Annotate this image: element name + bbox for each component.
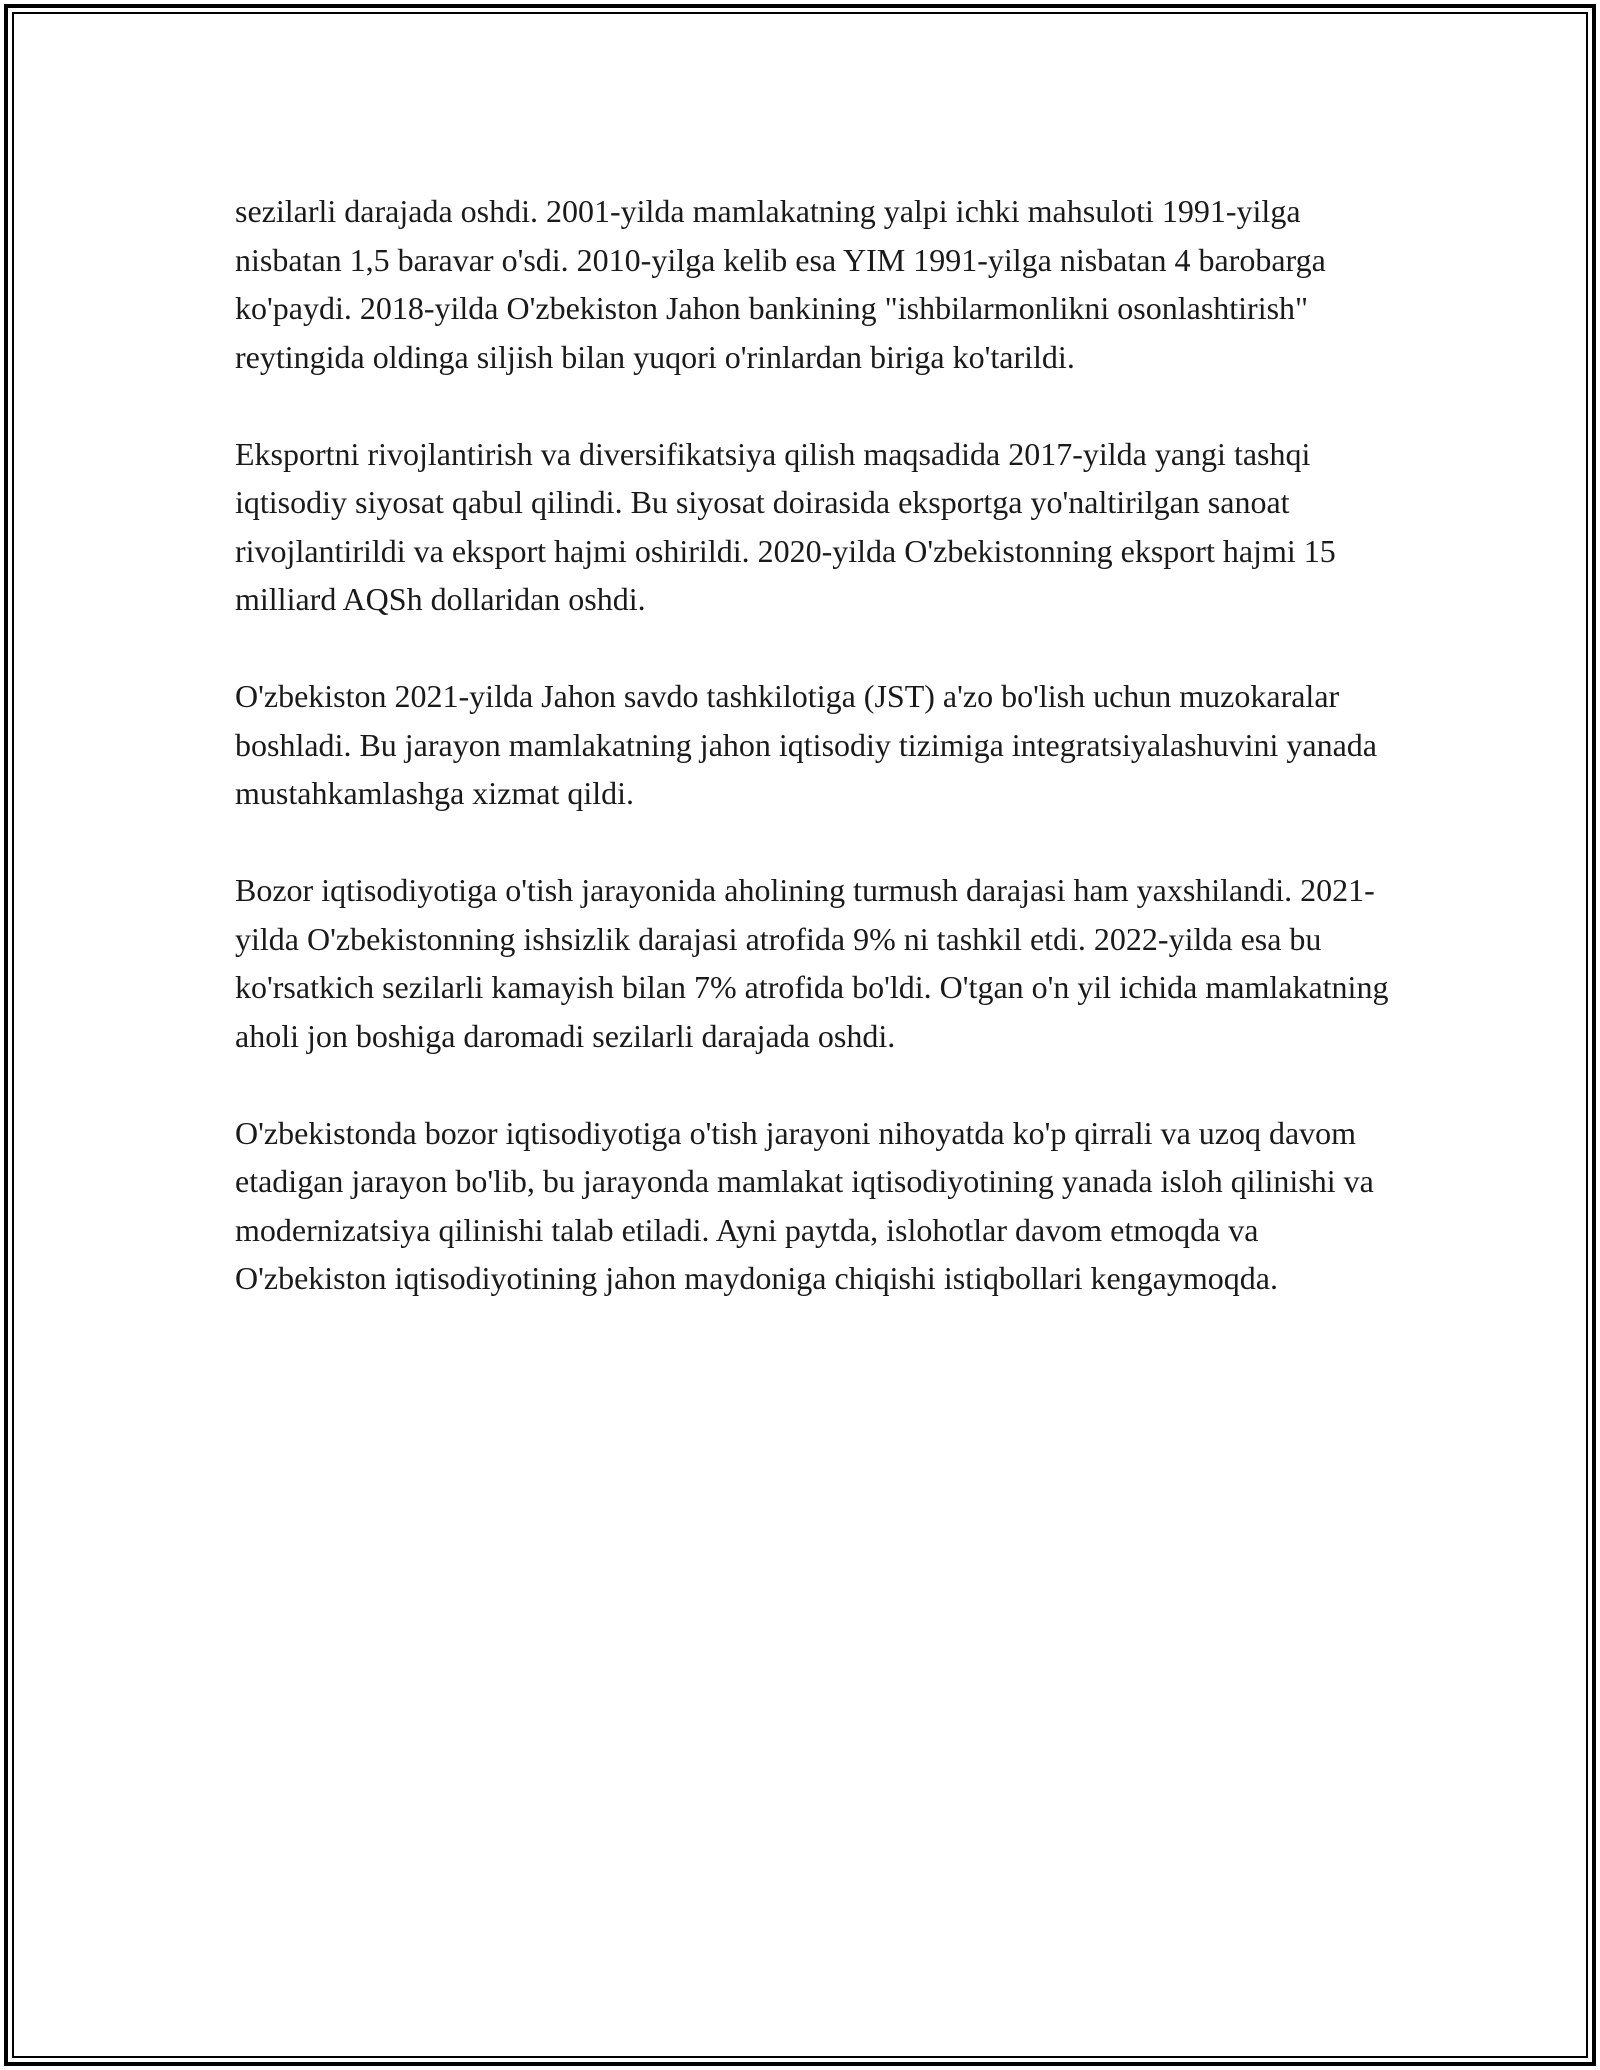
paragraph-3: O'zbekiston 2021-yilda Jahon savdo tashkilotiga (JST) a'zo bo'lish uchun muzokaralar boshladi. Bu jarayon mamlakatning jahon iqtisodiy tizimiga integratsiyalashuvini yanada mustahkamlashga xizmat qildi. [235, 678, 1377, 811]
paragraph-4: Bozor iqtisodiyotiga o'tish jarayonida aholining turmush darajasi ham yaxshilandi. 2021-yilda O'zbekistonning ishsizlik darajasi atrofida 9% ni tashkil etdi. 2022-yilda esa bu ko'rsatkich sezilarli kamayish bilan 7% atrofida bo'ldi. O'tgan o'n yil ichida mamlakatning aholi jon boshiga daromadi sezilarli darajada oshdi. [235, 872, 1389, 1054]
paragraph-5: O'zbekistonda bozor iqtisodiyotiga o'tish jarayoni nihoyatda ko'p qirrali va uzoq davom etadigan jarayon bo'lib, bu jarayonda mamlakat iqtisodiyotining yanada isloh qilinishi va modernizatsiya qilinishi talab etiladi. Ayni paytda, islohotlar davom etmoqda va O'zbekiston iqtisodiyotining jahon maydoniga chiqishi istiqbollari kengaymoqda. [235, 1114, 1374, 1296]
document-body [235, 187, 1395, 1351]
paragraph-1: sezilarli darajada oshdi. 2001-yilda mamlakatning yalpi ichki mahsuloti 1991-yilga nisbatan 1,5 baravar o'sdi. 2010-yilga kelib esa YIM 1991-yilga nisbatan 4 barobarga ko'paydi. 2018-yilda O'zbekiston Jahon bankining "ishbilarmonlikni osonlashtirish" reytingida oldinga siljish bilan yuqori o'rinlardan biriga ko'tarildi. [235, 193, 1326, 375]
paragraph-2: Eksportni rivojlantirish va diversifikatsiya qilish maqsadida 2017-yilda yangi tashqi iqtisodiy siyosat qabul qilindi. Bu siyosat doirasida eksportga yo'naltirilgan sanoat rivojlantirildi va eksport hajmi oshirildi. 2020-yilda O'zbekistonning eksport hajmi 15 milliard AQSh dollaridan oshdi. [235, 435, 1336, 617]
